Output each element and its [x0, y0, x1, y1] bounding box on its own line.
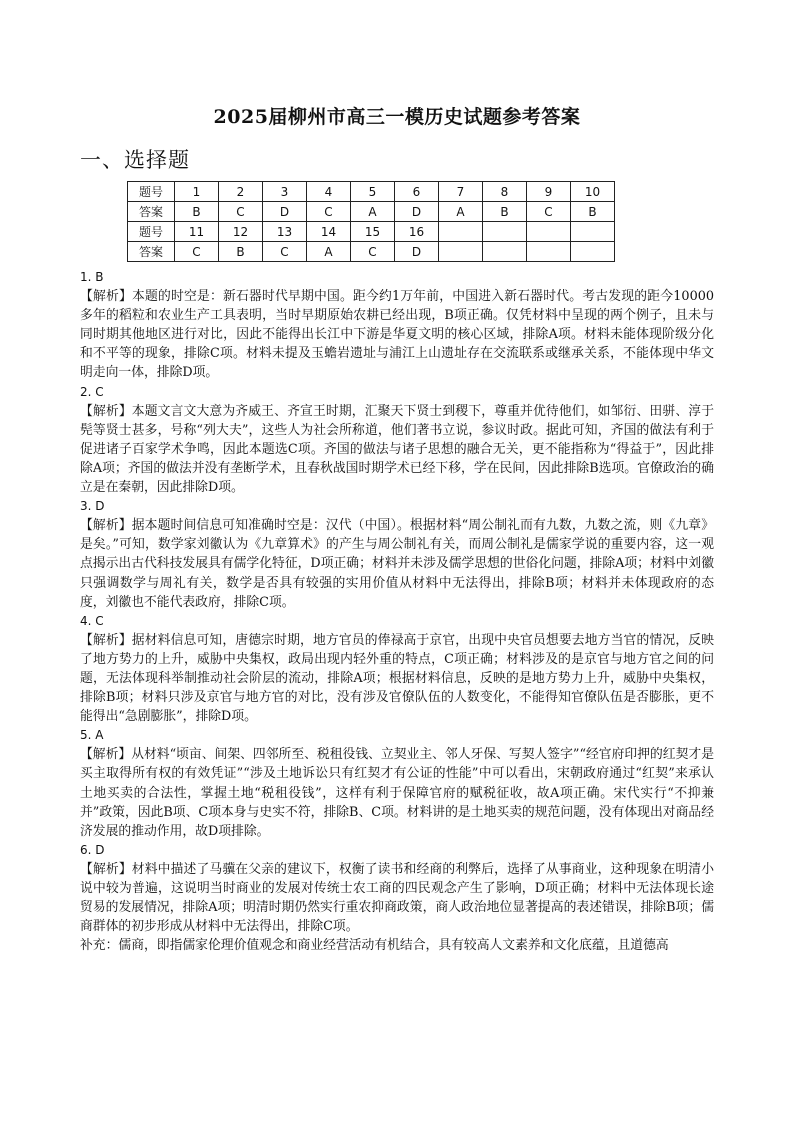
table-cell: C: [219, 202, 263, 222]
table-cell: 1: [175, 182, 219, 202]
table-cell: 7: [439, 182, 483, 202]
table-row: [128, 182, 615, 202]
answer-number: 5. A: [80, 728, 104, 743]
table-cell: 14: [307, 222, 351, 242]
table-cell: A: [439, 202, 483, 222]
table-cell: 16: [395, 222, 439, 242]
table-row: [128, 242, 615, 262]
answer-explanation: 补充：儒商，即指儒家伦理价值观念和商业经营活动有机结合，具有较高人文素养和文化底蕴，且道德高: [80, 938, 669, 954]
table-cell: B: [571, 202, 615, 222]
answer-explanation: 【解析】据本题时间信息可知准确时空是：汉代（中国）。根据材料“周公制礼而有九数，九数之流，则《九章》是矣。”可知，数学家刘徽认为《九章算术》的产生与周公制礼有关，而周公制礼是儒家学说的重要内容，这一观点揭示出古代科技发展具有儒学化特征，D项正确；材料并未涉及儒学思想的世俗化问题，排除A项；材料中刘徽只强调数学与周礼有关，数学是否具有较强的实用价值从材料中无法得出，排除B项；材料并未体现政府的态度，刘徽也不能代表政府，排除C项。: [80, 518, 714, 610]
answer-number: 1. B: [80, 270, 104, 284]
table-row-header: 答案: [128, 242, 175, 262]
answer-explanation: 【解析】据材料信息可知，唐德宗时期，地方官员的俸禄高于京官，出现中央官员想要去地方当官的情况，反映了地方势力的上升，威胁中央集权，政局出现内轻外重的特点，C项正确；材料涉及的是京官与地方官之间的问题，无法体现科举制推动社会阶层的流动，排除A项；根据材料信息，反映的是地方势力上升，威胁中央集权，排除B项；材料只涉及京官与地方官的对比，没有涉及官僚队伍的人数变化，不能得知官僚队伍是否膨胀，更不能得出“急剧膨胀”，排除D项。: [80, 632, 714, 725]
table-row-header: 题号: [128, 182, 175, 202]
table-cell: 3: [263, 182, 307, 202]
table-cell: 8: [483, 182, 527, 202]
table-cell: C: [351, 242, 395, 262]
table-row: [128, 222, 615, 242]
section-heading: 一、选择题: [80, 148, 190, 172]
table-cell: 13: [263, 222, 307, 242]
table-cell: 10: [571, 182, 615, 202]
table-cell: D: [395, 202, 439, 222]
table-cell: [571, 222, 615, 242]
table-cell: B: [483, 202, 527, 222]
table-cell: 15: [351, 222, 395, 242]
table-row-header: 答案: [128, 202, 175, 222]
table-cell: [527, 242, 571, 262]
table-cell: 9: [527, 182, 571, 202]
table-cell: D: [263, 202, 307, 222]
table-cell: 5: [351, 182, 395, 202]
table-cell: D: [395, 242, 439, 262]
answer-number: 2. C: [80, 384, 104, 399]
answer-table: [127, 181, 615, 262]
table-cell: C: [307, 202, 351, 222]
table-cell: 4: [307, 182, 351, 202]
table-cell: [527, 222, 571, 242]
table-row-header: 题号: [128, 222, 175, 242]
answer-explanation: 【解析】从材料“顷亩、间架、四邻所至、税租役钱、立契业主、邻人牙保、写契人签字”“经官府印押的红契才是买主取得所有权的有效凭证”“涉及土地诉讼只有红契才有公证的性能”中可以看出，宋朝政府通过“红契”来承认土地买卖的合法性，掌握土地“税租役钱”，这样有利于保障官府的赋税征收，故A项正确。宋代实行“不抑兼并”政策，因此B项、C项本身与史实不符，排除B、C项。材料讲的是土地买卖的规范问题，没有体现出对商品经济发展的推动作用，故D项排除。: [80, 747, 714, 839]
table-cell: [439, 242, 483, 262]
answer-number: 6. D: [80, 842, 105, 857]
table-cell: 6: [395, 182, 439, 202]
table-cell: C: [263, 242, 307, 262]
answer-number: 3. D: [80, 499, 105, 514]
table-cell: 2: [219, 182, 263, 202]
table-cell: B: [175, 202, 219, 222]
document-title: 2025届柳州市高三一模历史试题参考答案: [213, 106, 581, 128]
answer-explanation: 【解析】本题文言文大意为齐威王、齐宣王时期，汇聚天下贤士到稷下，尊重并优待他们，如邹衍、田骈、淳于髡等贤士甚多，号称“列大夫”，这些人为社会所称道，他们著书立说，参议时政。据此可知，齐国的做法有利于促进诸子百家学术争鸣，因此本题选C项。齐国的做法与诸子思想的融合无关，更不能指称为“得益于”，因此排除A项；齐国的做法并没有垄断学术，且春秋战国时期学术已经下移，学在民间，因此排除B选项。官僚政治的确立是在秦朝，因此排除D项。: [80, 403, 714, 496]
answer-explanation: 【解析】本题的时空是：新石器时代早期中国。距今约1万年前，中国进入新石器时代。考古发现的距今10000多年的稻粒和农业生产工具表明，当时早期原始农耕已经出现，B项正确。仅凭材料中呈现的两个例子，且未与同时期其他地区进行对比，因此不能得出长江中下游是华夏文明的核心区域，排除A项。材料未能体现阶级分化和不平等的现象，排除C项。材料未提及玉蟾岩遗址与浦江上山遗址存在交流联系或继承关系，不能体现中华文明走向一体，排除D项。: [80, 289, 714, 381]
table-cell: A: [351, 202, 395, 222]
table-cell: [483, 222, 527, 242]
table-cell: [483, 242, 527, 262]
table-cell: C: [175, 242, 219, 262]
table-cell: B: [219, 242, 263, 262]
table-cell: 11: [175, 222, 219, 242]
table-cell: [439, 222, 483, 242]
table-cell: C: [527, 202, 571, 222]
table-cell: 12: [219, 222, 263, 242]
answer-explanation: 【解析】材料中描述了马骥在父亲的建议下，权衡了读书和经商的利弊后，选择了从事商业，这种现象在明清小说中较为普遍，这说明当时商业的发展对传统士农工商的四民观念产生了影响，D项正确；材料中无法体现长途贸易的发展情况，排除A项；明清时期仍然实行重农抑商政策，商人政治地位显著提高的表述错误，排除B项；儒商群体的初步形成从材料中无法得出，排除C项。: [80, 861, 714, 935]
table-cell: A: [307, 242, 351, 262]
explanations: [80, 268, 714, 955]
table-row: [128, 202, 615, 222]
answer-number: 4. C: [80, 613, 104, 628]
table-cell: [571, 242, 615, 262]
